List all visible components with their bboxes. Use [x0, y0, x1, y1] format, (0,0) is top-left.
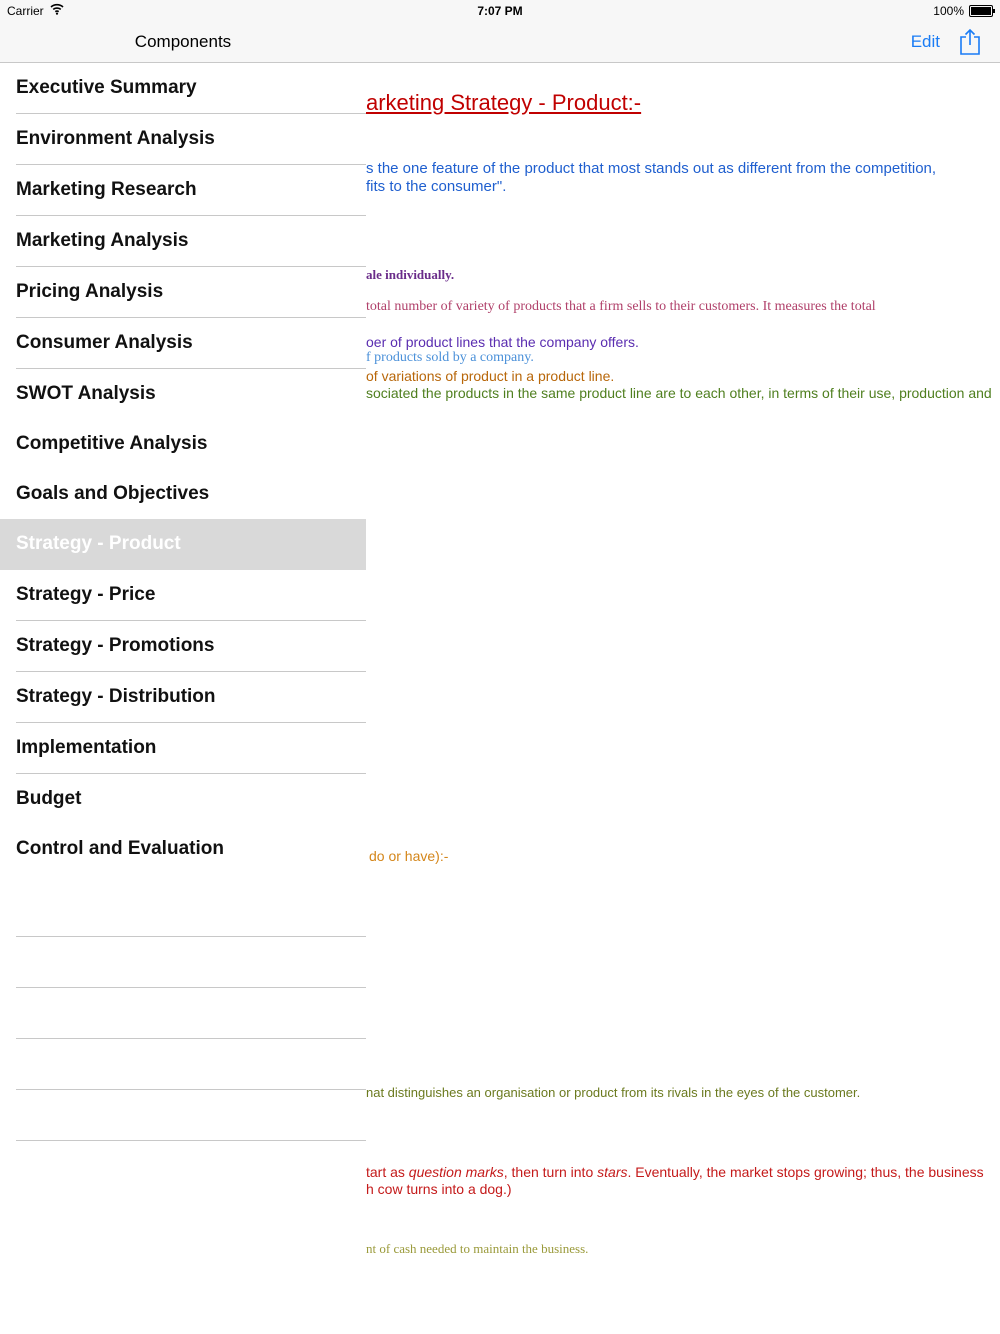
sidebar-item-label: Strategy - Price — [16, 584, 156, 605]
document-line: total number of variety of products that a firm sells to their customers. It measures the total — [366, 299, 876, 314]
sidebar-item-consumer-analysis[interactable] — [16, 318, 366, 369]
sidebar-item-marketing-research[interactable] — [16, 165, 366, 216]
sidebar-item-marketing-analysis[interactable] — [16, 216, 366, 267]
sidebar-item-strategy-price[interactable] — [16, 570, 366, 621]
sidebar-item-strategy-distribution[interactable] — [16, 672, 366, 723]
sidebar-item-label: Goals and Objectives — [16, 483, 210, 504]
sidebar-item-label: SWOT Analysis — [16, 383, 156, 404]
empty-row — [16, 937, 366, 988]
components-sidebar — [0, 63, 366, 1334]
sidebar-item-goals-and-objectives[interactable] — [16, 469, 366, 519]
document-line: nat distinguishes an organisation or product from its rivals in the eyes of the customer. — [366, 1085, 861, 1100]
battery-percent: 100% — [933, 4, 964, 18]
sidebar-item-label: Competitive Analysis — [16, 433, 208, 454]
sidebar-item-strategy-product[interactable] — [0, 519, 366, 570]
sidebar-item-budget[interactable] — [16, 774, 366, 824]
sidebar-item-label: Implementation — [16, 737, 157, 758]
sidebar-item-label: Budget — [16, 788, 82, 809]
sidebar-item-implementation[interactable] — [16, 723, 366, 774]
share-icon[interactable] — [959, 28, 981, 56]
sidebar-item-executive-summary[interactable] — [16, 63, 366, 114]
sidebar-item-environment-analysis[interactable] — [16, 114, 366, 165]
nav-title: Components — [134, 32, 232, 51]
clock: 7:07 PM — [477, 4, 523, 18]
document-line: sociated the products in the same product line are to each other, in terms of their use, production and — [366, 385, 992, 401]
sidebar-item-label: Strategy - Product — [16, 533, 181, 554]
document-line: ale individually. — [366, 267, 455, 282]
edit-button[interactable]: Edit — [910, 32, 940, 51]
empty-row — [16, 1090, 366, 1141]
navigation-bar — [0, 22, 1000, 63]
sidebar-item-pricing-analysis[interactable] — [16, 267, 366, 318]
document-line: h cow turns into a dog.) — [366, 1181, 512, 1197]
document-line: fits to the consumer". — [366, 178, 507, 195]
sidebar-item-label: Consumer Analysis — [16, 332, 193, 353]
sidebar-item-label: Pricing Analysis — [16, 281, 164, 302]
carrier-label: Carrier — [7, 4, 44, 18]
sidebar-item-label: Strategy - Promotions — [16, 635, 215, 656]
sidebar-item-competitive-analysis[interactable] — [16, 419, 366, 469]
status-bar — [0, 0, 1000, 22]
empty-row — [16, 1039, 366, 1090]
empty-row — [16, 874, 366, 937]
sidebar-item-label: Marketing Research — [16, 179, 197, 200]
document-line: oer of product lines that the company offers. — [366, 334, 639, 350]
sidebar-item-label: Executive Summary — [16, 77, 197, 98]
sidebar-item-swot-analysis[interactable] — [16, 369, 366, 419]
sidebar-item-label: Strategy - Distribution — [16, 686, 216, 707]
document-line-bcg: tart as question marks, then turn into stars. Eventually, the market stops growing; thus, the business — [366, 1164, 984, 1180]
document-title: arketing Strategy - Product:- — [366, 90, 642, 115]
sidebar-item-label: Environment Analysis — [16, 128, 215, 149]
sidebar-item-label: Marketing Analysis — [16, 230, 189, 251]
battery-icon — [969, 5, 993, 17]
document-line: nt of cash needed to maintain the business. — [366, 1241, 589, 1256]
sidebar-item-label: Control and Evaluation — [16, 838, 224, 859]
sidebar-item-strategy-promotions[interactable] — [16, 621, 366, 672]
sidebar-item-control-and-evaluation[interactable] — [16, 824, 366, 874]
document-line: of variations of product in a product line. — [366, 368, 615, 384]
document-line: f products sold by a company. — [366, 350, 534, 365]
empty-row — [16, 988, 366, 1039]
document-line: do or have):- — [369, 848, 449, 864]
document-line: s the one feature of the product that most stands out as different from the competition, — [366, 160, 937, 177]
